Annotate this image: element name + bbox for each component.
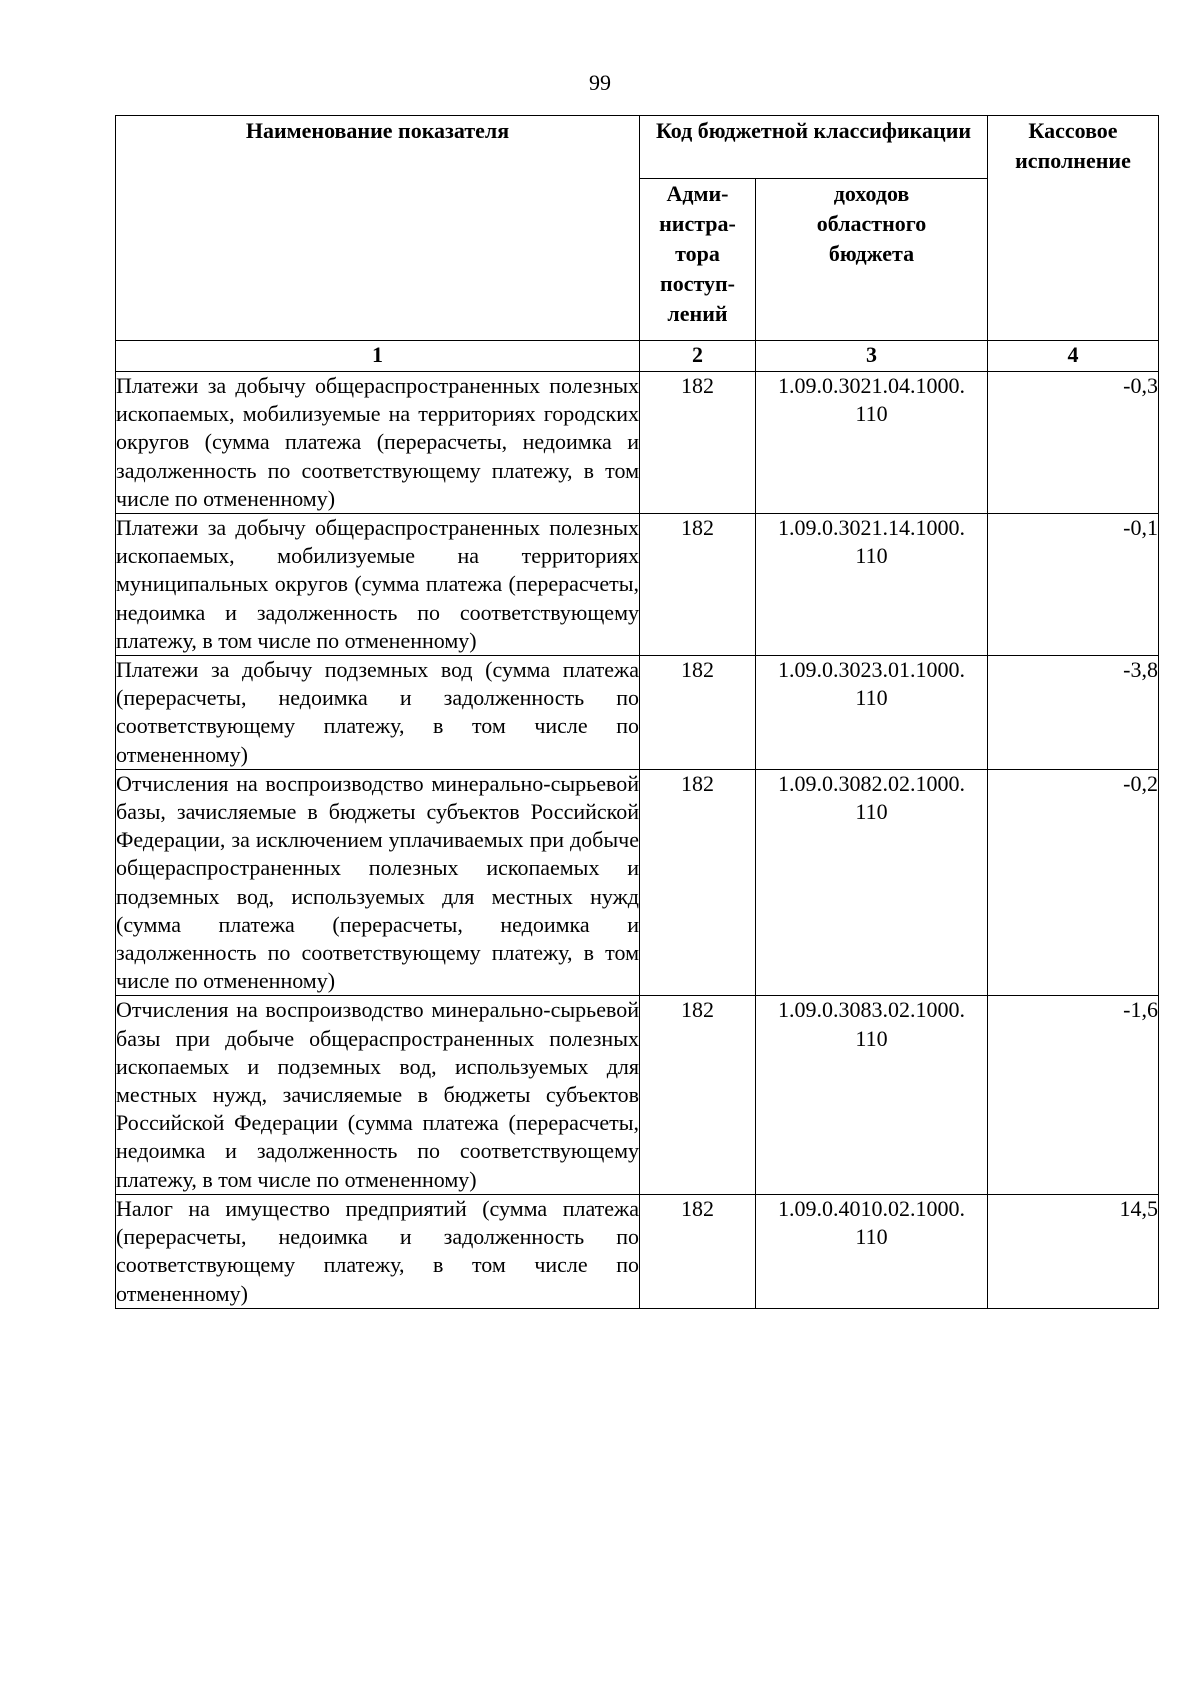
header-execution: Кассовое исполнение [988,116,1159,341]
header-name: Наименование показателя [116,116,640,341]
row-admin-code: 182 [640,372,756,514]
row-execution-value: -0,3 [988,372,1159,514]
row-admin-code: 182 [640,514,756,656]
row-income-code-tail: 110 [855,1224,888,1250]
row-name: Отчисления на воспроизводство минерально-сырьевой базы при добыче общераспространенных полезных ископаемых и подземных вод, используемых для местных нужд, зачисляемые в бюджеты субъектов Российской Федерации (сумма платежа (перерасчеты, недоимка и задолженность по соответствующему платежу, в том числе по отмененному) [116,996,640,1194]
table-body [116,341,1159,1309]
row-admin-code: 182 [640,1194,756,1308]
row-name: Платежи за добычу общераспространенных полезных ископаемых, мобилизуемые на территориях муниципальных округов (сумма платежа (перерасчеты, недоимка и задолженность по соответствующему платежу, в том числе по отмененному) [116,514,640,656]
row-name: Отчисления на воспроизводство минерально-сырьевой базы, зачисляемые в бюджеты субъектов Российской Федерации, за исключением уплачиваемых при добыче общераспространенных полезных ископаемых и подземных вод, используемых для местных нужд (сумма платежа (перерасчеты, недоимка и задолженность по соответствующему платежу, в том числе по отмененному) [116,769,640,996]
row-income-code-main: 1.09.0.3021.04.1000. [778,373,965,398]
column-number-2: 2 [640,341,756,372]
header-kbk-group: Код бюджетной классификации [640,116,988,179]
row-income-code-main: 1.09.0.3021.14.1000. [778,515,965,541]
table-row [116,769,1159,996]
table-row [116,1194,1159,1308]
table-row [116,656,1159,770]
row-income-code-tail: 110 [855,543,888,569]
row-admin-code: 182 [640,769,756,996]
row-execution-value: -0,1 [988,514,1159,656]
table-row [116,996,1159,1194]
table-row [116,514,1159,656]
row-name: Налог на имущество предприятий (сумма платежа (перерасчеты, недоимка и задолженность по соответствующему платежу, в том числе по отмененному) [116,1194,640,1308]
column-number-3: 3 [756,341,988,372]
row-execution-value: -3,8 [988,656,1159,770]
page-number: 99 [589,70,611,95]
row-income-code-main: 1.09.0.3082.02.1000. [778,770,965,796]
row-income-code [756,514,988,656]
table-row [116,372,1159,514]
column-number-row [116,341,1159,372]
row-execution-value: -0,2 [988,769,1159,996]
column-number-4: 4 [988,341,1159,372]
row-income-code-main: 1.09.0.3023.01.1000. [778,657,965,683]
row-income-code-tail: 110 [855,685,888,711]
row-income-code-main: 1.09.0.4010.02.1000. [778,1195,965,1221]
row-income-code [756,656,988,770]
column-number-1: 1 [116,341,640,372]
budget-table [115,115,1159,1309]
header-income: доходов областного бюджета [756,179,988,341]
header-admin: Адми- нистра- тора поступ- лений [640,179,756,341]
row-income-code [756,1194,988,1308]
row-admin-code: 182 [640,996,756,1194]
row-income-code-tail: 110 [855,799,888,825]
row-name: Платежи за добычу общераспространенных полезных ископаемых, мобилизуемые на территориях городских округов (сумма платежа (перерасчеты, недоимка и задолженность по соответствующему платежу, в том числе по отмененному) [116,372,640,514]
row-income-code [756,996,988,1194]
row-income-code [756,372,988,514]
row-income-code-tail: 110 [855,1025,888,1051]
row-income-code-main: 1.09.0.3083.02.1000. [778,997,965,1023]
row-admin-code: 182 [640,656,756,770]
row-income-code [756,769,988,996]
row-execution-value: 14,5 [988,1194,1159,1308]
row-name: Платежи за добычу подземных вод (сумма платежа (перерасчеты, недоимка и задолженность по соответствующему платежу, в том числе по отмененному) [116,656,640,770]
row-income-code-tail: 110 [855,401,888,427]
row-execution-value: -1,6 [988,996,1159,1194]
